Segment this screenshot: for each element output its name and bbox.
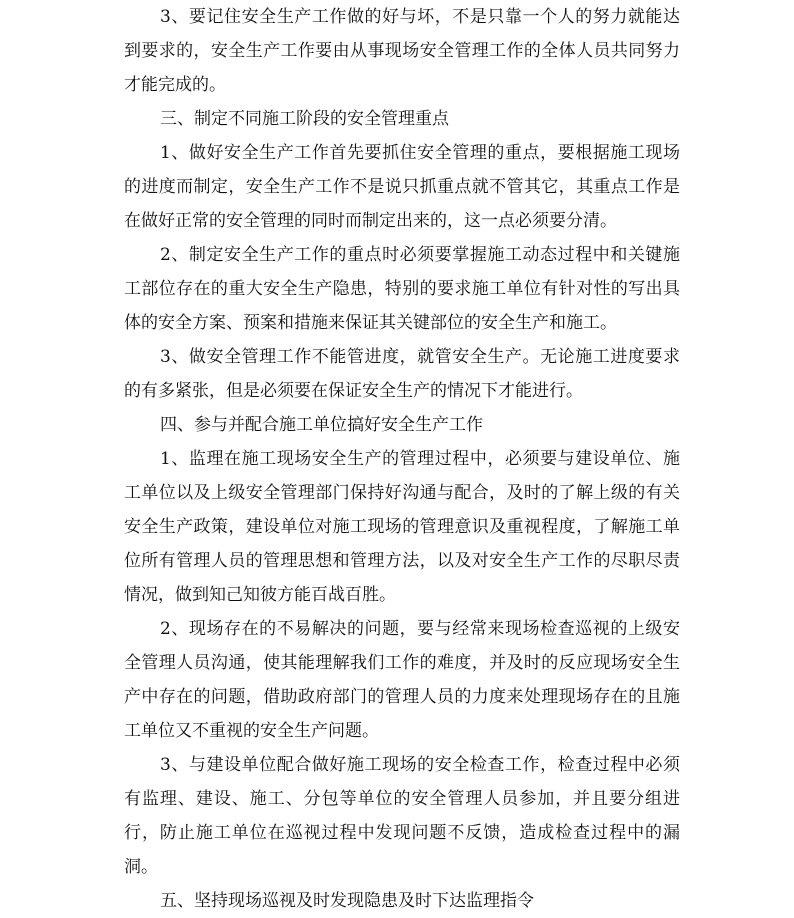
section-heading: 五、坚持现场巡视及时发现隐患及时下达监理指令 [160,891,534,911]
paragraph: 3、做安全管理工作不能管进度，就管安全生产。无论施工进度要求的有多紧张，但是必须要在保证安全生产的情况下才能进行。 [124,347,680,401]
paragraph: 3、与建设单位配合做好施工现场的安全检查工作，检查过程中必须有监理、建设、施工、分包等单位的安全管理人员参加，并且要分组进行，防止施工单位在巡视过程中发现问题不反馈，造成检查过程中的漏洞。 [124,755,680,877]
section-heading: 四、参与并配合施工单位搞好安全生产工作 [160,415,483,435]
paragraph: 3、要记住安全生产工作做的好与坏，不是只靠一个人的努力就能达到要求的，安全生产工作要由从事现场安全管理工作的全体人员共同努力才能完成的。 [124,7,680,95]
paragraph: 2、现场存在的不易解决的问题，要与经常来现场检查巡视的上级安全管理人员沟通，使其能理解我们工作的难度，并及时的反应现场安全生产中存在的问题，借助政府部门的管理人员的力度来处理现场存在的且施工单位又不重视的安全生产问题。 [124,619,680,741]
paragraph: 1、做好安全生产工作首先要抓住安全管理的重点，要根据施工现场的进度而制定，安全生产工作不是说只抓重点就不管其它，其重点工作是在做好正常的安全管理的同时而制定出来的，这一点必须要分清。 [124,143,680,231]
paragraph: 2、制定安全生产工作的重点时必须要掌握施工动态过程中和关键施工部位存在的重大安全生产隐患，特别的要求施工单位有针对性的写出具体的安全方案、预案和措施来保证其关键部位的安全生产和施工。 [124,245,680,333]
paragraph: 1、监理在施工现场安全生产的管理过程中，必须要与建设单位、施工单位以及上级安全管理部门保持好沟通与配合，及时的了解上级的有关安全生产政策，建设单位对施工现场的管理意识及重视程度，了解施工单位所有管理人员的管理思想和管理方法，以及对安全生产工作的尽职尽责情况，做到知己知彼方能百战百胜。 [124,449,680,605]
document-body [124,0,680,918]
section-heading: 三、制定不同施工阶段的安全管理重点 [160,109,449,129]
